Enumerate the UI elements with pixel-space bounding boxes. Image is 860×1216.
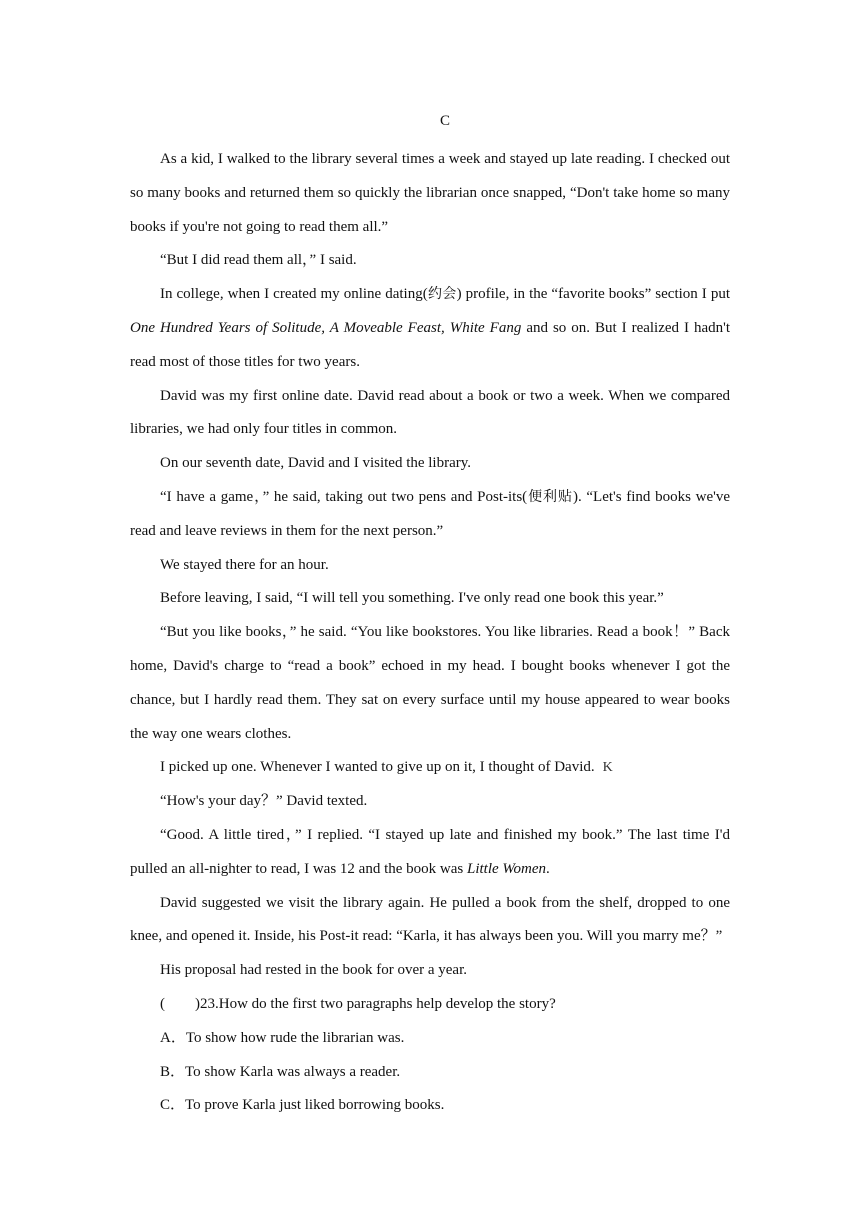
question-stem: ( )23.How do the first two paragraphs help develop the story? (160, 995, 556, 1012)
paragraph-10 (130, 751, 730, 785)
paragraph-14: His proposal had rested in the book for over a year. (160, 962, 467, 979)
book-titles: One Hundred Years of Solitude, A Moveable Feast, White Fang (130, 319, 522, 336)
paragraph-3-text-a: In college, when I created my online dating( (160, 286, 428, 303)
paragraph-12-text-a: “Good. A little tired，” I replied. “I stayed up late and finished my book.” The last time I'd pulled an all-nighter to read, I was 12 and the book was (130, 826, 730, 877)
paragraph-5: On our seventh date, David and I visited the library. (160, 455, 472, 472)
paragraph-6-text-a: “I have a game，” he said, taking out two pens and Post-its( (160, 488, 528, 505)
paragraph-9: “But you like books，” he said. “You like bookstores. You like libraries. Read a book！” Back home, David's charge to “read a book” echoed in my head. I bought books whenever I got the chance, but I hardly read them. They sat on every surface until my house appeared to wear books the way one wears clothes. (130, 624, 730, 742)
paragraph-1: As a kid, I walked to the library several times a week and stayed up late reading. I checked out so many books and returned them so quickly the librarian once snapped, “Don't take home so many books if you're not going to read them all.” (130, 151, 730, 235)
paragraph-6 (130, 481, 730, 549)
paragraph-3-text-b: ) profile, in the “favorite books” section I put (456, 286, 731, 303)
gloss-dating: 约会 (427, 286, 457, 303)
option-c[interactable]: C．To prove Karla just liked borrowing books. (160, 1097, 445, 1114)
paragraph-8: Before leaving, I said, “I will tell you something. I've only read one book this year.” (160, 590, 664, 607)
paragraph-7: We stayed there for an hour. (160, 556, 329, 573)
paragraph-10-text: I picked up one. Whenever I wanted to give up on it, I thought of David. (160, 759, 595, 776)
option-b[interactable]: B．To show Karla was always a reader. (160, 1063, 401, 1080)
paragraph-6-text-b: ). “Let's find books we've read and leave reviews in them for the next person.” (130, 488, 731, 539)
book-title-little-women: Little Women (467, 860, 547, 877)
paragraph-4: David was my first online date. David read about a book or two a week. When we compared libraries, we had only four titles in common. (130, 387, 730, 438)
paragraph-12-text-b: . (546, 860, 550, 877)
section-letter: C (439, 113, 450, 129)
paragraph-2: “But I did read them all，” I said. (160, 252, 357, 269)
passage-body (130, 143, 730, 1123)
paragraph-11: “How's your day？” David texted. (160, 793, 368, 810)
margin-mark: K (602, 760, 613, 776)
gloss-post-its: 便利贴 (527, 488, 573, 505)
paragraph-13: David suggested we visit the library again. He pulled a book from the shelf, dropped to one knee, and opened it. Inside, his Post-it read: “Karla, it has always been you. Will you marry me？” (130, 894, 730, 945)
paragraph-3 (130, 278, 730, 379)
paragraph-12 (130, 819, 730, 887)
paragraph-3-text-c: and so on. But I realized I hadn't read most of those titles for two years. (130, 319, 730, 370)
option-a[interactable]: A．To show how rude the librarian was. (160, 1029, 405, 1046)
